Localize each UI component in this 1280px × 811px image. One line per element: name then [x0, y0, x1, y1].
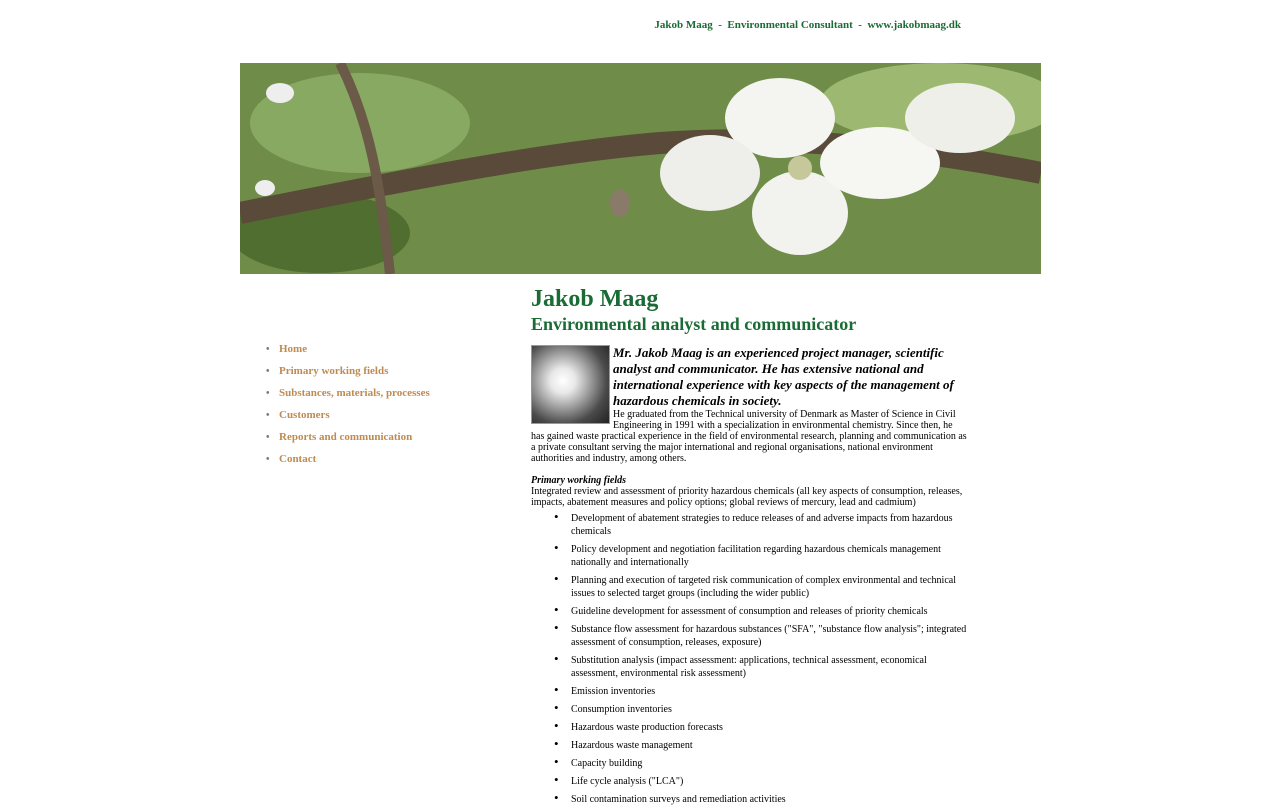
- banner-image: [240, 63, 1041, 274]
- bullet-icon: •: [554, 682, 559, 697]
- nav-item-contact: [266, 453, 430, 475]
- nav-item-customers: [266, 409, 430, 431]
- list-item: [554, 651, 967, 680]
- bullet-icon: •: [554, 620, 559, 635]
- blossom-photo: [240, 63, 1041, 274]
- bullet-icon: •: [554, 651, 559, 666]
- list-item: [554, 682, 967, 698]
- bullet-icon: •: [266, 410, 270, 421]
- list-item: [554, 540, 967, 569]
- nav-link-customers[interactable]: Customers: [279, 409, 330, 421]
- bullet-icon: •: [266, 388, 270, 399]
- header-tagline: Jakob Maag - Environmental Consultant - www.jakobmaag.dk: [654, 19, 961, 31]
- list-item-text: Substance flow assessment for hazardous substances ("SFA", "substance flow analysis"; integrated assessment of consumption, releases, exposure): [571, 624, 967, 648]
- list-item-text: Policy development and negotiation facilitation regarding hazardous chemicals management nationally and internationally: [571, 544, 941, 568]
- bullet-icon: •: [554, 700, 559, 715]
- bullet-icon: •: [266, 344, 270, 355]
- bullet-icon: •: [554, 772, 559, 787]
- bullet-icon: •: [554, 754, 559, 769]
- list-item: [554, 620, 967, 649]
- page-title: Jakob Maag: [531, 286, 659, 312]
- bullet-icon: •: [266, 366, 270, 377]
- nav-item-primary-working-fields: [266, 365, 430, 387]
- nav-link-reports[interactable]: Reports and communication: [279, 431, 413, 443]
- list-item-text: Capacity building: [571, 758, 643, 769]
- bullet-icon: •: [266, 432, 270, 443]
- nav-link-primary-working-fields[interactable]: Primary working fields: [279, 365, 389, 377]
- main-content: [531, 285, 967, 811]
- list-item: [554, 509, 967, 538]
- bullet-icon: •: [554, 790, 559, 805]
- nav-item-reports: [266, 431, 430, 453]
- list-item-text: Guideline development for assessment of consumption and releases of priority chemicals: [571, 606, 928, 617]
- bio-paragraph: He graduated from the Technical university of Denmark as Master of Science in Civil Engineering in 1991 with a specialization in environmental chemistry. Since then, he has gained waste practical experience in the field of environmental research, planning and communication as a private consultant serving the major international and regional organisations, national environment authorities and industry, among others.: [531, 409, 967, 464]
- bullet-icon: •: [554, 736, 559, 751]
- fields-intro: Integrated review and assessment of priority hazardous chemicals (all key aspects of consumption, releases, impacts, abatement measures and policy options; global reviews of mercury, lead and cadmium): [531, 486, 963, 508]
- main-nav: [266, 343, 430, 475]
- fields-list: [531, 509, 967, 806]
- list-item: [554, 700, 967, 716]
- bullet-icon: •: [554, 602, 559, 617]
- nav-item-substances: [266, 387, 430, 409]
- bullet-icon: •: [554, 540, 559, 555]
- list-item-text: Soil contamination surveys and remediation activities: [571, 794, 786, 805]
- list-item: [554, 772, 967, 788]
- nav-link-contact[interactable]: Contact: [279, 453, 317, 465]
- bullet-icon: •: [266, 454, 270, 465]
- nav-link-substances[interactable]: Substances, materials, processes: [279, 387, 430, 399]
- bullet-icon: •: [554, 718, 559, 733]
- bullet-icon: •: [554, 509, 559, 524]
- list-item: [554, 571, 967, 600]
- list-item-text: Consumption inventories: [571, 704, 672, 715]
- nav-item-home: [266, 343, 430, 365]
- page-subtitle: Environmental analyst and communicator: [531, 314, 857, 334]
- list-item-text: Hazardous waste production forecasts: [571, 722, 723, 733]
- fields-heading: Primary working fields: [531, 475, 627, 486]
- list-item-text: Emission inventories: [571, 686, 656, 697]
- list-item-text: Substitution analysis (impact assessment: applications, technical assessment, economical assessment, environmental risk assessment): [571, 655, 927, 679]
- list-item-text: Development of abatement strategies to reduce releases of and adverse impacts from hazardous chemicals: [571, 513, 953, 537]
- list-item: [554, 602, 967, 618]
- lead-paragraph: Mr. Jakob Maag is an experienced project manager, scientific analyst and communicator. He has extensive national and international experience with key aspects of the management of hazardous chemicals in society.: [613, 345, 954, 408]
- list-item: [554, 736, 967, 752]
- list-item-text: Planning and execution of targeted risk communication of complex environmental and technical issues to selected target groups (including the wider public): [571, 575, 956, 599]
- portrait-photo: [531, 345, 610, 424]
- list-item-text: Hazardous waste management: [571, 740, 693, 751]
- list-item-text: Life cycle analysis ("LCA"): [571, 776, 684, 787]
- list-item: [554, 718, 967, 734]
- bullet-icon: •: [554, 571, 559, 586]
- list-item: [554, 754, 967, 770]
- nav-link-home[interactable]: Home: [279, 343, 308, 355]
